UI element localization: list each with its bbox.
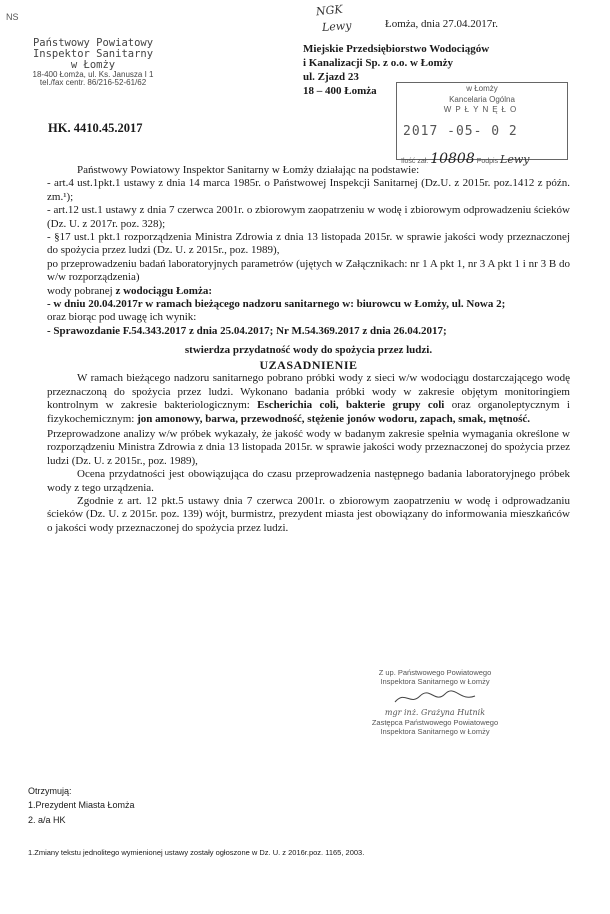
signature-line-2: Inspektora Sanitarnego w Łomży	[380, 677, 490, 686]
legal-basis-1: - art.4 ust.1pkt.1 ustawy z dnia 14 marca 1985r. o Państwowej Inspekcji Sanitarnej (Dz.U. z 2015r. poz.1412 z późn. zm.¹);	[47, 177, 570, 203]
justification-paragraph-3: Ocena przydatności jest obowiązująca do czasu przeprowadzenia następnego badania laboratoryjnego próbek wody z tego urządzenia.	[47, 468, 570, 494]
water-source-line	[47, 285, 570, 298]
justification-header: UZASADNIENIE	[259, 357, 358, 372]
recipients-header: Otrzymują:	[28, 786, 72, 796]
recipient-line-4: 18 – 400 Łomża	[303, 85, 377, 98]
justification-paragraph-2: Przeprowadzone analizy w/w próbek wykazały, że jakość wody w badanym zakresie spełnia wymagania określone w rozporządzeniu Ministra Zdrowia z dnia 13 listopada 2015r. w sprawie jakości wody przeznaczonej do spożycia przez ludzi (Dz. U. z 2015r., poz. 1989),	[47, 427, 570, 467]
legal-basis-3: - §17 ust.1 pkt.1 rozporządzenia Ministra Zdrowia z dnia 13 listopada 2015r. w sprawie jakości wody przeznaczonej do spożycia przez ludzi (Dz. U. z 2015r., poz. 1989),	[47, 231, 570, 257]
justification-1d: jon amonowy, barwa, przewodność, stężenie jonów wodoru, zapach, smak, mętność.	[137, 412, 531, 425]
stamp-line-1: w Łomży	[466, 84, 498, 93]
intro-text: Państwowy Powiatowy Inspektor Sanitarny w Łomży działając na podstawie:	[77, 164, 420, 176]
sender-address: 18-400 Łomża, ul. Ks. Janusza I 1	[32, 70, 154, 80]
corner-mark: NS	[6, 12, 19, 22]
sender-line-3: w Łomży	[70, 59, 116, 72]
legal-basis-4: po przeprowadzeniu badań laboratoryjnych parametrów (ujętych w Załącznikach: nr 1 A pkt 1, nr 3 A pkt 1 i nr 3 B do w/w rozporządzenia)	[47, 257, 570, 284]
stamp-signature: Lewy	[500, 153, 530, 167]
stamp-date: 2017 -05- 0 2	[403, 124, 518, 140]
signature-title-1: Zastępca Państwowego Powiatowego	[371, 717, 499, 727]
recipients-list	[28, 784, 135, 827]
recipient-line-3: ul. Zjazd 23	[303, 71, 359, 84]
stamp-number: 10808	[430, 151, 475, 168]
sender-line-2: Inspektor Sanitarny	[32, 48, 154, 61]
signature-scribble	[390, 688, 480, 708]
handwritten-signature-top: Lewy	[321, 18, 352, 35]
decision-line: stwierdza przydatność wody do spożycia przez ludzi.	[184, 344, 433, 357]
signature-title-2: Inspektora Sanitarnego w Łomży	[380, 726, 490, 736]
legal-basis-2: - art.12 ust.1 ustawy z dnia 7 czerwca 2001r. o zbiorowym zaopatrzeniu w wodę i zbiorowym odprowadzeniu ścieków (Dz. U. z 2017r. poz. 328);	[47, 204, 570, 230]
stamp-ilosc-label: Ilość zał.	[401, 158, 429, 166]
sender-phone: tel./fax centr. 86/216-52-61/62	[39, 78, 147, 88]
recipient-item-2: 2. a/a HK	[28, 814, 66, 825]
sender-line-1: Państwowy Powiatowy	[32, 37, 154, 49]
justification-paragraph-1	[47, 372, 570, 426]
considering-line: oraz biorąc pod uwagę ich wynik:	[47, 311, 197, 324]
sampling-line: - w dniu 20.04.2017r w ramach bieżącego nadzoru sanitarnego w: biurowcu w Łomży, ul. Nowa 2;	[47, 298, 506, 311]
signature-name: mgr inż. Grażyna Hutnik	[384, 708, 486, 717]
justification-1a: W ramach bieżącego nadzoru sanitarnego pobrano próbki wody z sieci w/w wodociągu dostarczającego wodę przeznaczoną do spożycia przez ludzi. Wykonano badania próbki wody w zakresie objętym monitoringiem kontrolnym w zakresie bakteriologicznym:	[47, 372, 570, 412]
recipient-line-2: i Kanalizacji Sp. z o.o. w Łomży	[303, 57, 454, 70]
stamp-line-2: Kancelaria Ogólna	[449, 94, 515, 104]
document-date: Łomża, dnia 27.04.2017r.	[385, 18, 499, 30]
signature-block	[360, 668, 510, 736]
water-prefix: wody pobranej	[47, 284, 116, 297]
signature-line-1: Z up. Państwowego Powiatowego	[378, 668, 492, 677]
stamp-podpis-label: Podpis	[476, 158, 499, 166]
reference-number: HK. 4410.45.2017	[48, 121, 143, 135]
justification-paragraph-4: Zgodnie z art. 12 pkt.5 ustawy dnia 7 czerwca 2001r. o zbiorowym zaopatrzeniu w wodę i odprowadzaniu ścieków (Dz. U. z 2015r. poz. 139) wójt, burmistrz, prezydent miasta jest obowiązany do informowania mieszkańców o jakości wody przeznaczonej do spożycia przez ludzi.	[47, 494, 570, 534]
recipient-item-1: 1.Prezydent Miasta Łomża	[28, 800, 135, 811]
water-source: z wodociągu Łomża:	[115, 284, 212, 297]
reports-line: - Sprawozdanie F.54.343.2017 z dnia 25.04.2017; Nr M.54.369.2017 z dnia 26.04.2017;	[47, 324, 447, 337]
handwritten-initials: NGK	[315, 2, 344, 19]
received-stamp	[396, 82, 568, 168]
stamp-line-3: WPŁYNĘŁO	[443, 104, 521, 114]
document-body	[47, 164, 570, 535]
recipient-line-1: Miejskie Przedsiębiorstwo Wodociągów	[303, 43, 490, 55]
sender-stamp	[18, 38, 168, 88]
justification-1b: Escherichia coli, bakterie grupy coli	[257, 399, 445, 412]
footnote: 1.Zmiany tekstu jednolitego wymienionej ustawy zostały ogłoszone w Dz. U. z 2016r.poz. 1165, 2003.	[28, 848, 365, 857]
justification-1c: oraz organoleptycznym i fizykochemicznym:	[47, 399, 570, 425]
